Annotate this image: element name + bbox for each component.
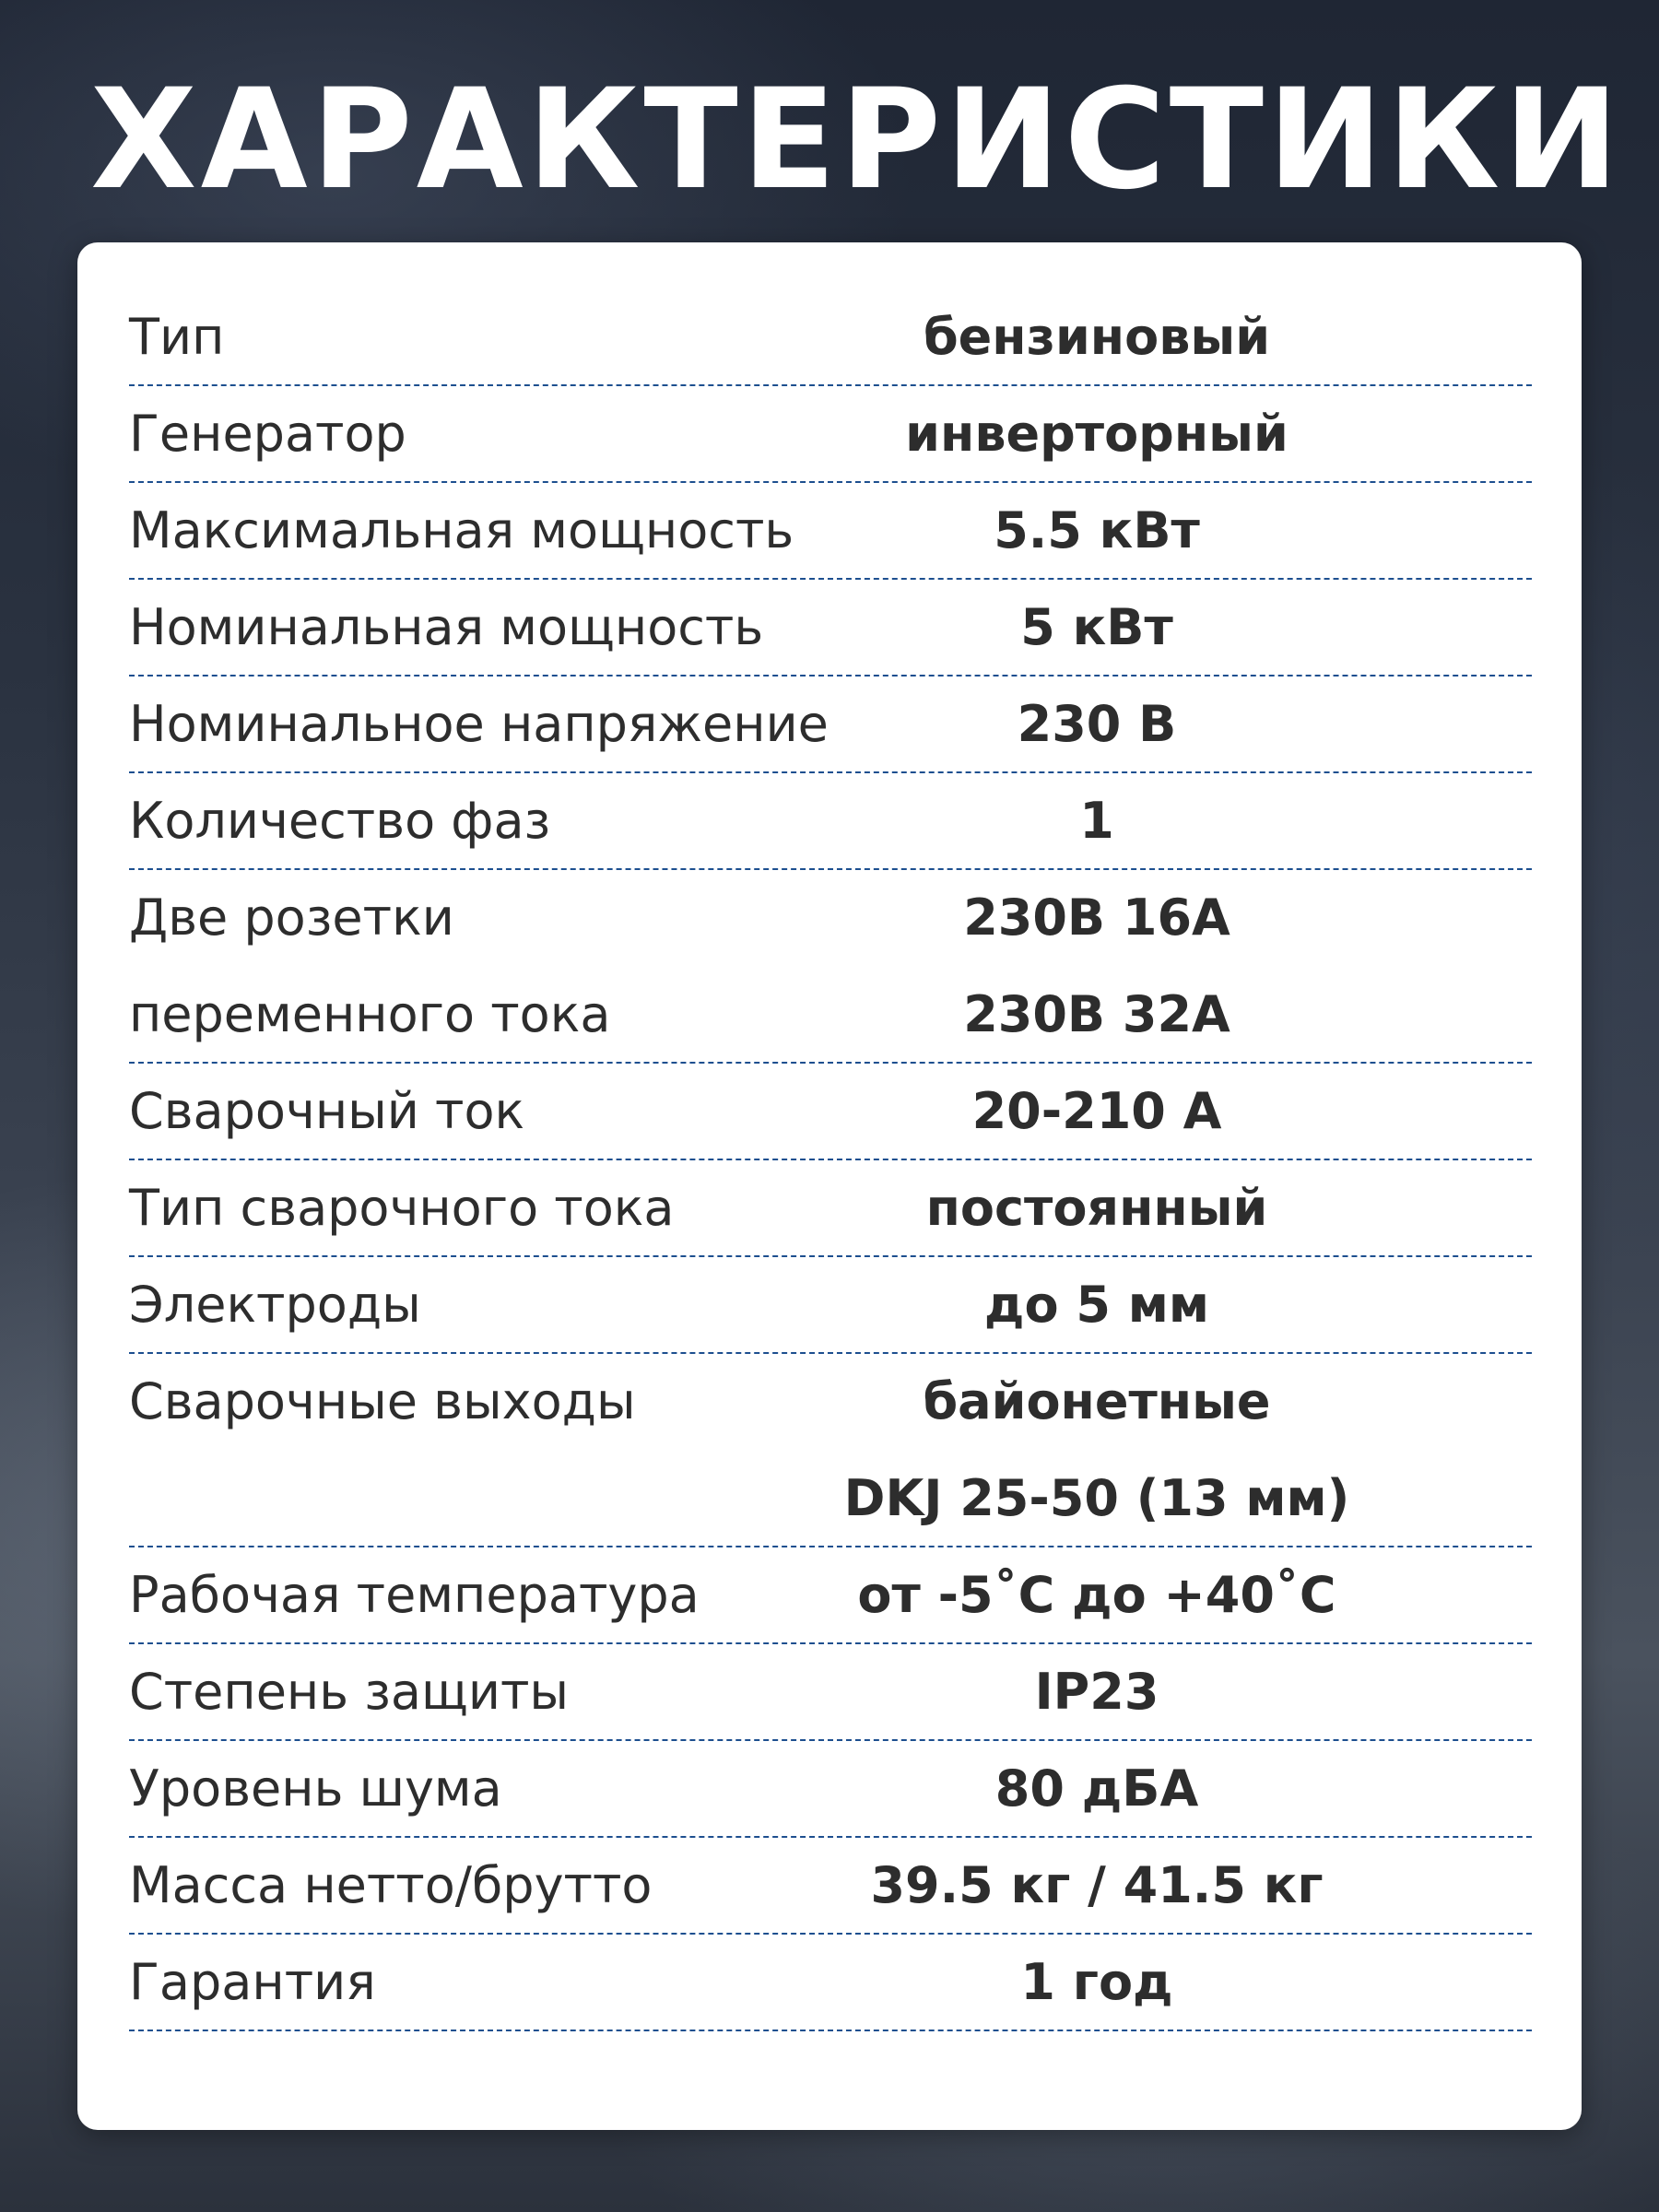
- spec-row: [129, 289, 1532, 386]
- spec-row: [129, 580, 1532, 677]
- spec-row: [129, 1064, 1532, 1160]
- spec-row: [129, 967, 1532, 1064]
- spec-label: Номинальное напряжение: [129, 695, 829, 753]
- spec-value: 39.5 кг / 41.5 кг: [870, 1856, 1324, 1914]
- spec-value: 230 В: [1017, 695, 1177, 753]
- spec-row: [129, 870, 1532, 967]
- spec-row: [129, 1257, 1532, 1354]
- spec-label: Две розетки: [129, 888, 454, 947]
- spec-label: переменного тока: [129, 985, 611, 1043]
- page-title: ХАРАКТЕРИСТИКИ: [90, 60, 1623, 220]
- spec-label: Уровень шума: [129, 1759, 502, 1818]
- spec-value: 80 дБА: [994, 1759, 1199, 1818]
- spec-value: бензиновый: [923, 308, 1271, 366]
- spec-label: Рабочая температура: [129, 1566, 700, 1624]
- spec-row: [129, 677, 1532, 773]
- spec-row: [129, 1160, 1532, 1257]
- spec-row: [129, 1935, 1532, 2031]
- spec-label: Масса нетто/брутто: [129, 1856, 653, 1914]
- spec-value: постоянный: [925, 1179, 1268, 1237]
- spec-value: инверторный: [905, 405, 1288, 463]
- spec-row: [129, 386, 1532, 483]
- spec-label: Гарантия: [129, 1953, 376, 2011]
- spec-row: [129, 1354, 1532, 1451]
- spec-value: IP23: [1034, 1663, 1159, 1721]
- spec-row: [129, 1644, 1532, 1741]
- spec-label: Тип сварочного тока: [129, 1179, 675, 1237]
- spec-row: [129, 1547, 1532, 1644]
- spec-row: [129, 1838, 1532, 1935]
- spec-label: Электроды: [129, 1276, 421, 1334]
- spec-label: Сварочный ток: [129, 1082, 525, 1140]
- spec-value: байонетные: [923, 1372, 1271, 1430]
- spec-value: 230В 16А: [963, 888, 1230, 947]
- spec-value: от -5˚С до +40˚С: [857, 1566, 1336, 1624]
- spec-value: до 5 мм: [983, 1276, 1210, 1334]
- spec-row: [129, 1741, 1532, 1838]
- spec-label: Генератор: [129, 405, 406, 463]
- spec-label: Номинальная мощность: [129, 598, 764, 656]
- spec-value: 5.5 кВт: [994, 501, 1200, 559]
- spec-value: 230В 32А: [963, 985, 1230, 1043]
- spec-label: Степень защиты: [129, 1663, 570, 1721]
- specs-card: [77, 242, 1582, 2130]
- spec-value: 1 год: [1020, 1953, 1173, 2011]
- spec-label: Количество фаз: [129, 792, 551, 850]
- spec-row: [129, 483, 1532, 580]
- spec-value: DKJ 25-50 (13 мм): [843, 1469, 1350, 1527]
- spec-row: [129, 1451, 1532, 1547]
- spec-value: 20-210 А: [971, 1082, 1222, 1140]
- specs-table: [129, 289, 1532, 2031]
- spec-label: Максимальная мощность: [129, 501, 794, 559]
- spec-value: 5 кВт: [1020, 598, 1173, 656]
- spec-label: Сварочные выходы: [129, 1372, 636, 1430]
- spec-label: Тип: [129, 308, 225, 366]
- spec-value: 1: [1079, 792, 1114, 850]
- spec-row: [129, 773, 1532, 870]
